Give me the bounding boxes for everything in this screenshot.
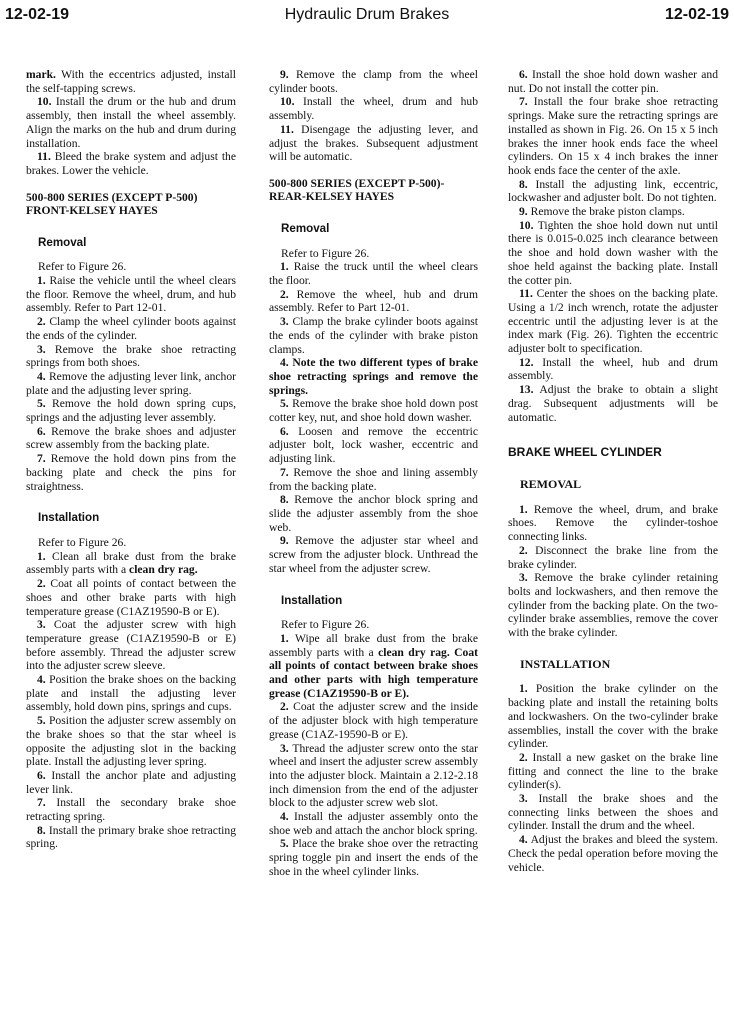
bold-text: clean dry rag.: [129, 563, 198, 577]
step-number: 11.: [37, 150, 51, 164]
step-text: Remove the wheel, hub and drum assembly. Refer to Part 12-01.: [269, 287, 478, 315]
page-title: Hydraulic Drum Brakes: [284, 6, 450, 23]
step-text: Clamp the brake cylinder boots against the ends of the cylinder with brake piston clamps.: [269, 315, 479, 356]
series-heading: 500-800 SERIES (EXCEPT P-500) FRONT-KELSEY HAYES: [26, 190, 198, 218]
step: [26, 714, 236, 769]
step-number: 1.: [280, 631, 289, 645]
step-number: 5.: [280, 397, 289, 411]
installation-heading: Installation: [281, 593, 343, 607]
text: With the eccentrics adjusted, install the self-tapping screws.: [26, 68, 236, 95]
step: [269, 95, 478, 122]
step: [269, 700, 478, 741]
series-heading: 500-800 SERIES (EXCEPT P-500)- REAR-KELSEY HAYES: [269, 176, 445, 204]
step-number: 13.: [519, 383, 534, 397]
removal-heading: Removal: [281, 221, 330, 235]
step-text: Install the secondary brake shoe retracting spring.: [26, 796, 237, 824]
step-text: Install the adjuster assembly onto the shoe web and attach the anchor block spring.: [269, 810, 478, 837]
step: [26, 370, 236, 397]
step-number: 9.: [280, 68, 289, 81]
page-number-right: 12-02-19: [664, 6, 729, 23]
step-text: Bleed the brake system and adjust the brakes. Lower the vehicle.: [26, 150, 236, 177]
step-number: 7.: [519, 95, 528, 109]
step-number: 2.: [519, 543, 528, 557]
step-text: Place the brake shoe over the retracting spring toggle pin and insert the ends of the shoe in the wheel cylinder links.: [269, 837, 478, 878]
step-text: Remove the brake cylinder retaining bolts and lockwashers, and then remove the cylinder from the backing plate. On the two-cylinder brake assemblies, remove the cover with the brake cylinder.: [508, 571, 718, 640]
step: [269, 466, 478, 493]
step-number: 2.: [280, 700, 289, 714]
step-text: Remove the anchor block spring and slide the adjuster assembly from the shoe web.: [269, 493, 478, 534]
step: [26, 796, 236, 823]
step: [508, 751, 718, 792]
step-number: 3.: [519, 792, 528, 806]
step-number: 7.: [37, 452, 46, 466]
bold-text: clean dry rag. Coat all points of contact between brake shoes and other parts with high temperature grease (C1AZ19590-B or E).: [269, 645, 478, 700]
step-text: Clean all brake dust from the brake assembly parts with a: [26, 549, 236, 577]
step-number: 5.: [37, 397, 46, 411]
step-text: Thread the adjuster screw onto the star wheel and insert the adjuster screw assembly into the adjuster block. Maintain a 2.12-2.18 inch dimension from the end of the adjuster block to the adjuster screw web slot.: [269, 741, 478, 810]
step: [269, 315, 478, 356]
step: [26, 673, 236, 714]
step-text: Remove the brake shoe hold down post cotter key, nut, and shoe hold down washer.: [269, 397, 478, 425]
step-number: 3.: [37, 618, 46, 632]
installation-heading: Installation: [38, 511, 100, 525]
step: [269, 493, 478, 534]
step-number: 5.: [37, 714, 46, 728]
step-number: 4.: [37, 673, 46, 687]
step-text: Adjust the brakes and bleed the system. Check the pedal operation before moving the vehicle.: [508, 833, 718, 874]
step-number: 2.: [519, 750, 528, 764]
step: [508, 178, 718, 205]
step-number: 8.: [280, 493, 289, 507]
step-text: Position the brake cylinder on the backing plate and install the retaining bolts and lockwashers. On the two-cylinder brake assemblies, install the cover with the brake cylinder.: [508, 682, 718, 751]
step-number: 5.: [280, 837, 289, 851]
removal-heading: Removal: [38, 235, 87, 249]
step-text: Install the adjusting link, eccentric, lockwasher and adjuster bolt. Do not tighten.: [508, 177, 718, 205]
step: [269, 123, 478, 164]
step: [269, 810, 478, 837]
step-text: Remove the wheel, drum, and brake shoes. Remove the cylinder-toshoe connecting links.: [508, 502, 719, 544]
step-number: 2.: [37, 315, 46, 329]
step-number: 2.: [280, 287, 289, 301]
step: [26, 824, 236, 851]
step-text: Wipe all brake dust from the brake assembly parts with a: [269, 631, 478, 659]
step: [26, 769, 236, 796]
step-text: Remove the adjuster star wheel and screw from the adjuster block. Unthread the star wheel from the adjuster screw.: [269, 534, 478, 575]
step: [508, 571, 718, 640]
step-text: Remove the brake shoes and adjuster screw assembly from the backing plate.: [26, 424, 236, 452]
step-text: Install the brake shoes and the connecting links between the shoes and cylinder. Install the drum and the wheel.: [508, 792, 718, 833]
step-number: 4.: [37, 369, 46, 383]
step-text: Center the shoes on the backing plate. Using a 1/2 inch wrench, rotate the adjuster eccentric until the adjusting lever is at the index mark (Fig. 26). Tighten the eccentric adjuster bolt to specification.: [508, 287, 718, 356]
step-text: Raise the vehicle until the wheel clears the floor. Remove the wheel, drum, and hub assembly. Refer to Part 12-01.: [26, 274, 236, 315]
step-number: 1.: [37, 274, 46, 288]
figure-reference: Refer to Figure 26.: [38, 535, 127, 549]
section-heading: BRAKE WHEEL CYLINDER: [508, 445, 662, 460]
paragraph: [26, 68, 236, 95]
step-number: 2.: [37, 577, 46, 591]
step-number: 7.: [280, 465, 289, 479]
step-number: 12.: [519, 355, 534, 369]
step-number: 10.: [519, 218, 534, 232]
step-text: Remove the hold down spring cups, springs and the adjusting lever assembly.: [26, 397, 236, 425]
step-number: 10.: [280, 95, 295, 109]
step: [508, 356, 718, 383]
step-text: Clamp the wheel cylinder boots against the ends of the cylinder.: [26, 315, 237, 342]
step: [508, 287, 718, 356]
column-2: [269, 68, 478, 879]
step: [508, 95, 718, 177]
step-number: 3.: [37, 342, 46, 356]
step-number: 10.: [37, 95, 52, 109]
step: [269, 742, 478, 811]
step-text: Install the wheel, drum and hub assembly.: [269, 95, 478, 123]
step: [508, 792, 718, 833]
step-number: 4.: [280, 356, 289, 370]
step-number: 1.: [280, 260, 289, 274]
step-text: Install the shoe hold down washer and nut. Do not install the cotter pin.: [508, 68, 718, 95]
step: [508, 205, 718, 219]
step-text: Remove the hold down pins from the backing plate and check the pins for straightness.: [26, 452, 236, 493]
step-number: 4.: [280, 810, 289, 824]
step: [508, 682, 718, 751]
step-text: Install the four brake shoe retracting springs. Make sure the retracting springs are installed as shown in Fig. 26. On 15 x 5 inch brakes the inner hook ends face the wheel cylinders. On 15 x 4 inch brakes the inner hook ends face the center of the axle.: [508, 95, 718, 177]
step: [508, 383, 718, 424]
step-text: Install a new gasket on the brake line fitting and connect the line to the brake cylinder(s).: [508, 750, 718, 792]
step: [26, 315, 236, 342]
step-text: Raise the truck until the wheel clears the floor.: [269, 260, 478, 288]
step-text: Install the drum or the hub and drum assembly, then install the wheel assembly. Align the marks on the hub and drum during installation.: [26, 95, 236, 150]
step: [269, 425, 478, 466]
step: [269, 632, 478, 701]
step-text: Disconnect the brake line from the brake cylinder.: [508, 543, 718, 571]
step-number: 3.: [280, 741, 289, 755]
step: [508, 833, 718, 874]
step-text: Install the wheel, hub and drum assembly.: [508, 355, 718, 383]
step: [508, 503, 718, 544]
bold-text: mark.: [26, 68, 56, 81]
step-text: Remove the brake piston clamps.: [530, 205, 685, 219]
installation-heading: INSTALLATION: [520, 656, 611, 671]
step: [26, 577, 236, 618]
step-text: Position the brake shoes on the backing plate and install the adjusting lever assembly, hold down pins, springs and cups.: [26, 673, 236, 714]
step-text: Coat the adjuster screw and the inside of the adjuster block with high temperature grease (C1AZ-19590-B or E).: [269, 700, 478, 741]
figure-reference: Refer to Figure 26.: [281, 618, 370, 632]
step-number: 6.: [280, 424, 289, 438]
step: [508, 219, 718, 288]
column-3: [508, 68, 718, 874]
step-number: 6.: [37, 424, 46, 438]
step-number: 9.: [280, 534, 289, 548]
step: [26, 452, 236, 493]
step: [26, 618, 236, 673]
step-text: Install the anchor plate and adjusting lever link.: [26, 768, 236, 796]
removal-heading: REMOVAL: [520, 476, 582, 491]
step-text: Remove the clamp from the wheel cylinder boots.: [269, 68, 478, 95]
page-number-left: 12-02-19: [5, 6, 70, 23]
step-number: 1.: [519, 502, 528, 516]
step-text: Coat all points of contact between the shoes and other brake parts with high temperature grease (C1AZ19590-B or E).: [26, 577, 236, 618]
step: [269, 356, 478, 397]
step-text: Position the adjuster screw assembly on the brake shoes so that the star wheel is opposite the adjusting slot in the backing plate. Install the adjusting lever spring.: [26, 714, 236, 769]
step-text: Note the two different types of brake shoe retracting springs and remove the springs.: [269, 356, 478, 397]
page-header: [0, 6, 734, 32]
step-number: 9.: [519, 205, 528, 219]
step-number: 3.: [519, 571, 528, 585]
step: [26, 397, 236, 424]
step-number: 4.: [519, 833, 528, 847]
step-text: Install the primary brake shoe retracting spring.: [26, 823, 236, 851]
step: [269, 534, 478, 575]
step: [269, 837, 478, 878]
step: [26, 343, 236, 370]
step-number: 8.: [37, 823, 46, 837]
step: [508, 544, 718, 571]
step: [269, 397, 478, 424]
step: [26, 425, 236, 452]
step-number: 6.: [519, 68, 528, 81]
step-text: Coat the adjuster screw with high temperature grease (C1AZ19590-B or E) before assembly. Thread the adjuster screw into the adjuster screw sleeve.: [26, 618, 236, 673]
figure-reference: Refer to Figure 26.: [281, 246, 370, 260]
step-number: 1.: [37, 549, 46, 563]
step-number: 7.: [37, 796, 46, 810]
step: [508, 68, 718, 95]
step: [269, 288, 478, 315]
step: [269, 260, 478, 287]
step-text: Disengage the adjusting lever, and adjust the brakes. Subsequent adjustment will be automatic.: [269, 122, 479, 164]
step: [269, 68, 478, 95]
figure-reference: Refer to Figure 26.: [38, 260, 127, 274]
step-text: Adjust the brake to obtain a slight drag. Subsequent adjustments will be automatic.: [508, 383, 718, 424]
column-1: [26, 68, 236, 851]
step: [26, 150, 236, 177]
step-number: 11.: [280, 122, 294, 136]
step-number: 8.: [519, 177, 528, 191]
step-number: 6.: [37, 768, 46, 782]
step: [26, 550, 236, 577]
step-text: Tighten the shoe hold down nut until there is 0.015-0.025 inch clearance between the shoe and hold down washer with the shoe held against the backing plate. Install the cotter pin.: [508, 218, 718, 287]
step-text: Loosen and remove the eccentric adjuster bolt, lock washer, eccentric and adjusting link.: [269, 424, 478, 466]
step-number: 3.: [280, 315, 289, 329]
step-text: Remove the brake shoe retracting springs from both shoes.: [26, 342, 236, 370]
step: [26, 95, 236, 150]
step-number: 11.: [519, 287, 533, 301]
step-text: Remove the adjusting lever link, anchor plate and the adjusting lever spring.: [26, 369, 237, 397]
step-number: 1.: [519, 682, 528, 696]
step: [26, 274, 236, 315]
step-text: Remove the shoe and lining assembly from the backing plate.: [269, 465, 478, 493]
